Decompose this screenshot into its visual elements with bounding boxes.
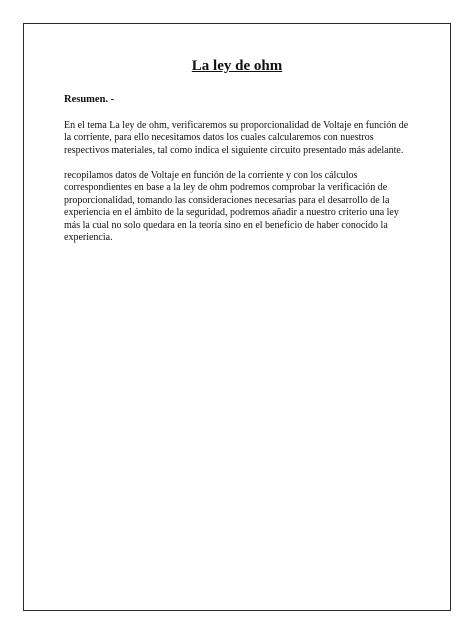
document-title: La ley de ohm — [191, 58, 283, 74]
body-paragraph-2: recopilamos datos de Voltaje en función de la corriente y con los cálculos correspondientes en base a la ley de ohm podremos comprobar la verificación de proporcionalidad, tomando las consideraciones necesarias para el desarrollo de la experiencia en el ámbito de la seguridad, podremos añadir a nuestro criterio una ley más la cual no solo quedara en la teoría sino en el beneficio de haber conocido la experiencia. — [64, 170, 399, 244]
document-page — [23, 23, 451, 611]
section-heading: Resumen. - — [64, 94, 115, 105]
body-paragraph-1: En el tema La ley de ohm, verificaremos su proporcionalidad de Voltaje en función de la corriente, para ello necesitamos datos los cuales calcularemos con nuestros respectivos materiales, tal como indica el siguiente circuito presentado más adelante. — [64, 120, 409, 156]
